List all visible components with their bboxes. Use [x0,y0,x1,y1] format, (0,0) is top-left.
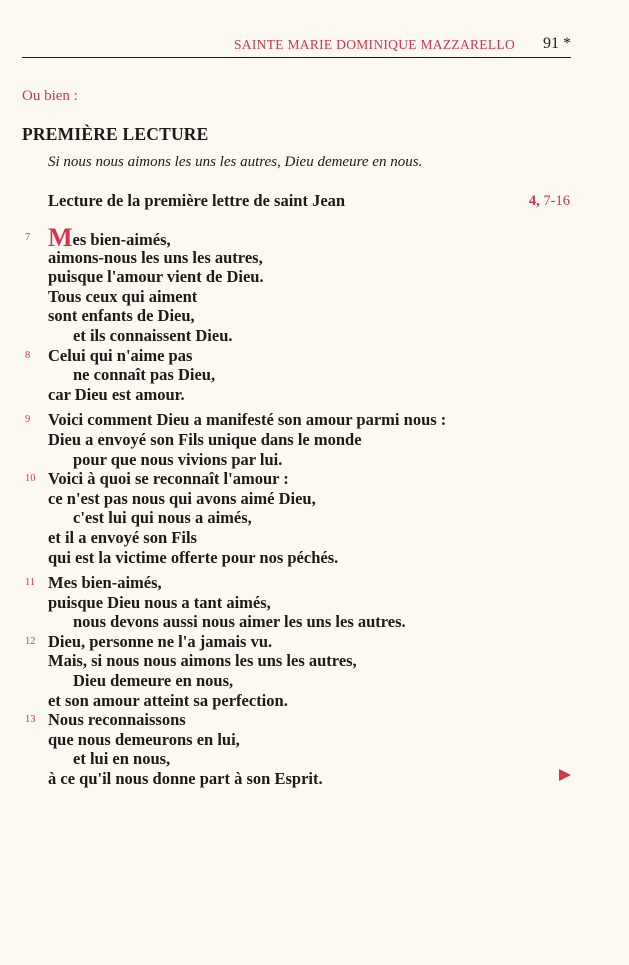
verse-number: 11 [25,577,36,589]
text-line: que nous demeurons en lui, [48,729,240,749]
running-header [22,33,571,58]
verse-number: 8 [25,349,31,361]
reading-ref-verses: 7-16 [539,193,570,209]
verse-number: 13 [25,714,36,726]
text-line [25,710,588,730]
text-line [25,223,588,252]
text-line-content: Mes bien-aimés, [48,573,162,593]
text-line [25,345,588,366]
text-line [25,469,588,489]
text-line: et lui en nous, [73,749,171,769]
reading-reference [529,193,570,210]
text-line: puisque l'amour vient de Dieu. [48,267,264,287]
text-line: qui est la victime offerte pour nos péchés. [48,547,339,567]
text-line-content: es bien-aimés, [72,230,171,249]
text-line: et son amour atteint sa perfection. [48,690,288,710]
text-line [25,631,588,652]
text-line: à ce qu'il nous donne part à son Esprit. [48,769,323,789]
text-line: pour que nous vivions par lui. [73,449,283,469]
ou-bien-label: Ou bien : [22,88,78,104]
text-line: puisque Dieu nous a tant aimés, [48,592,271,612]
verse-number: 12 [25,635,36,647]
text-line [25,573,588,593]
text-line-content: Celui qui n'aime pas [48,345,193,365]
text-line: car Dieu est amour. [48,384,185,404]
page-number: 91 * [543,35,571,52]
reading-subtitle: Si nous nous aimons les uns les autres, Dieu demeure en nous. [48,154,423,170]
verse-number: 9 [25,414,31,426]
text-line-content: Voici comment Dieu a manifesté son amour parmi nous : [48,410,447,430]
text-line: Dieu a envoyé son Fils unique dans le monde [48,429,362,449]
reading-text [25,223,588,789]
reading-ref-chapter: 4, [528,193,540,209]
text-line: ne connaît pas Dieu, [73,365,216,385]
text-line-content: Voici à quoi se reconnaît l'amour : [48,469,289,489]
text-line: ce n'est pas nous qui avons aimé Dieu, [48,488,316,508]
drop-cap: M [48,223,73,252]
text-line-content: Nous reconnaissons [48,710,186,730]
text-line: c'est lui qui nous a aimés, [73,508,252,528]
header-title: SAINTE MARIE DOMINIQUE MAZZARELLO [234,37,515,52]
text-line: Dieu demeure en nous, [73,671,234,691]
triangle-right-icon [559,769,571,781]
text-line: Tous ceux qui aiment [48,286,198,306]
text-line: sont enfants de Dieu, [48,306,195,326]
text-line-content: Dieu, personne ne l'a jamais vu. [48,631,273,651]
text-line [25,410,588,430]
text-line: nous devons aussi nous aimer les uns les autres. [73,612,406,632]
text-line: aimons-nous les uns les autres, [48,247,263,267]
text-line: et il a envoyé son Fils [48,527,197,547]
section-title: PREMIÈRE LECTURE [22,124,209,144]
text-line: Mais, si nous nous aimons les uns les autres, [48,651,357,671]
text-line: et ils connaissent Dieu. [73,325,233,345]
verse-number: 7 [25,232,31,243]
reading-title: Lecture de la première lettre de saint Jean [48,191,346,210]
verse-number: 10 [25,473,36,485]
